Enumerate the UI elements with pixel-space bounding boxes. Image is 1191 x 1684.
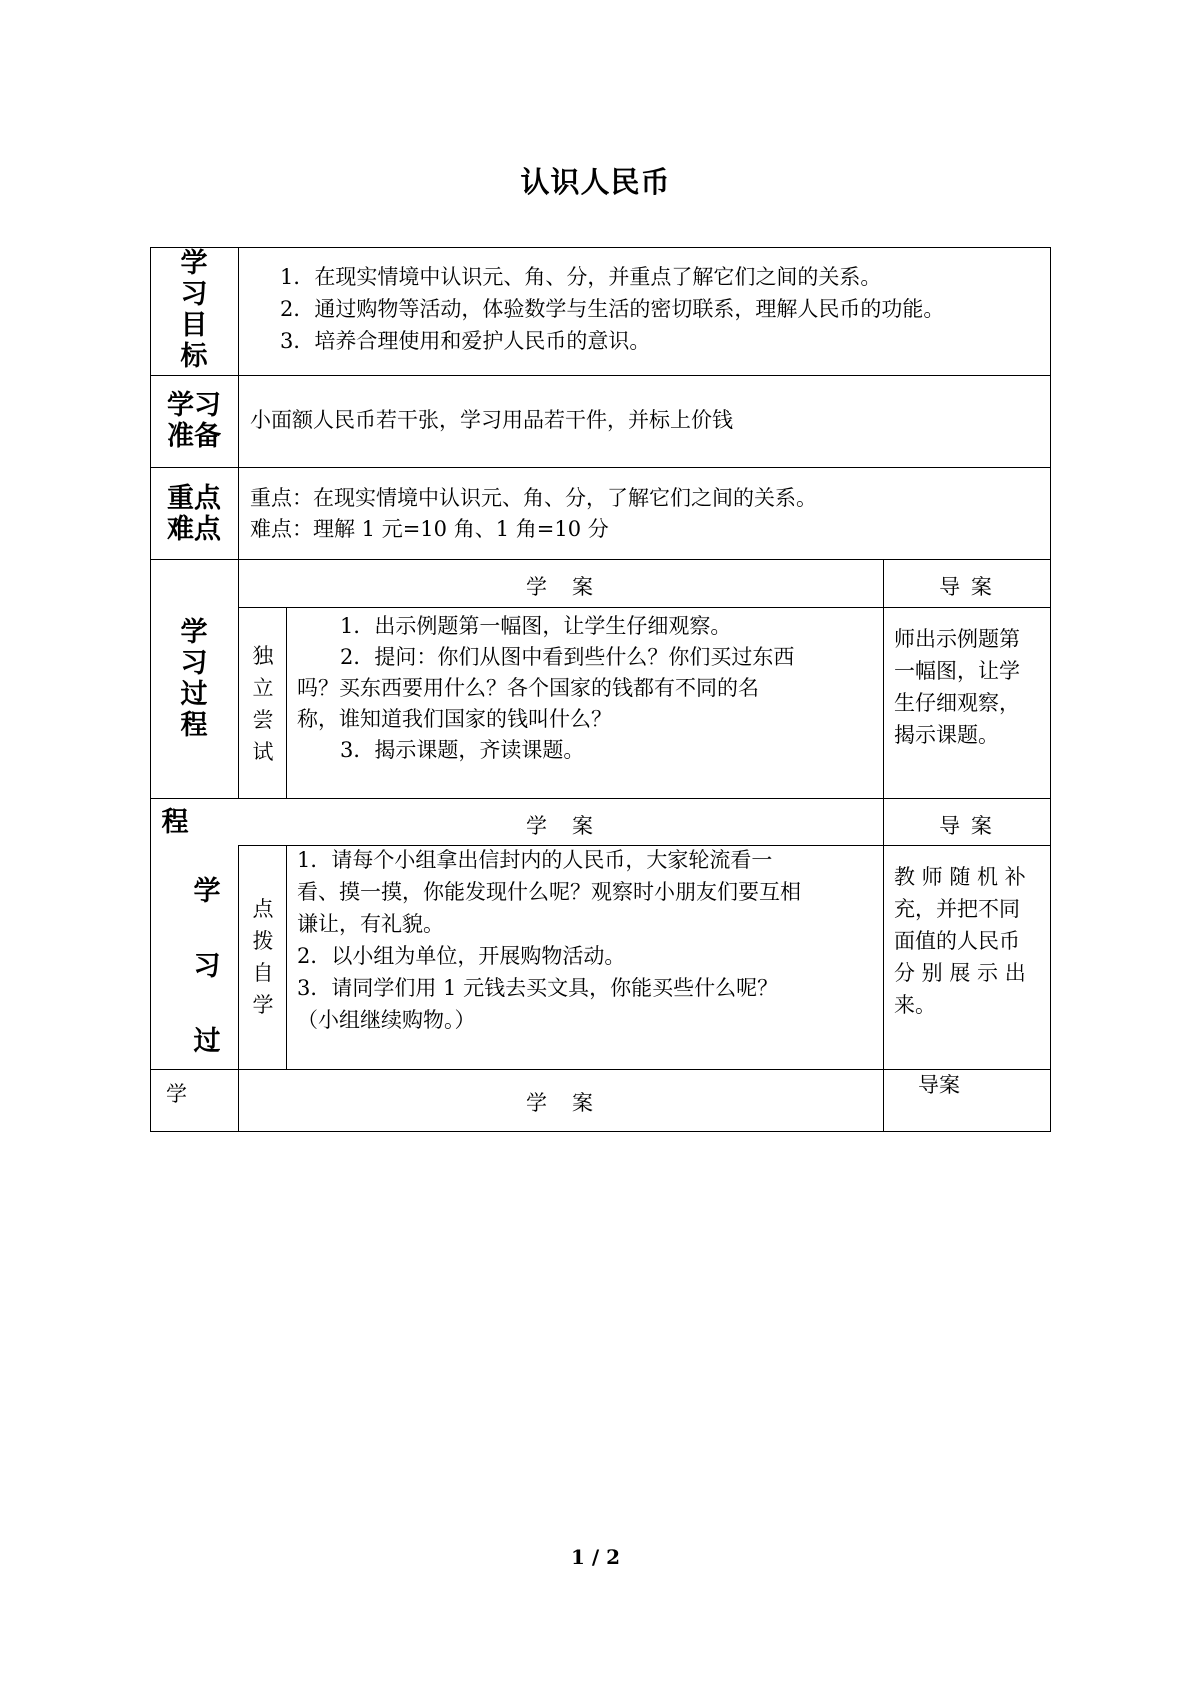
- guide2-line-1: 教 师 随 机 补: [894, 865, 1026, 889]
- process2-label-char-1: 学: [193, 876, 221, 907]
- process3-label: 学: [166, 1082, 187, 1106]
- goal-item-2: 2．通过购物等活动，体验数学与生活的密切联系，理解人民币的功能。: [280, 297, 945, 321]
- guide1-line-3: 生仔细观察，: [894, 691, 1020, 715]
- guide2-line-3: 面值的人民币: [894, 929, 1020, 953]
- keypoints-label: 重点难点: [167, 483, 221, 545]
- goal-item-3: 3．培养合理使用和爱护人民币的意识。: [280, 329, 651, 353]
- guide1-line-1: 师出示例题第: [894, 627, 1020, 651]
- process2-line-2: 看、摸一摸，你能发现什么呢？观察时小朋友们要互相: [297, 880, 801, 904]
- process2-label-top: 程: [161, 807, 189, 838]
- study-plan-header: 学 案: [526, 575, 595, 599]
- guide1-line-2: 一幅图，让学: [894, 659, 1020, 683]
- process1-line-3: 吗？买东西要用什么？各个国家的钱都有不同的名: [297, 676, 759, 700]
- page-number: 1 / 2: [570, 1545, 621, 1569]
- process2-line-4: 2．以小组为单位，开展购物活动。: [297, 944, 626, 968]
- guide2-line-5: 来。: [894, 993, 936, 1017]
- process2-line-1: 1．请每个小组拿出信封内的人民币，大家轮流看一: [297, 848, 773, 872]
- process2-label-char-2: 习: [193, 951, 221, 982]
- guide2-line-2: 充，并把不同: [894, 897, 1020, 921]
- guide-plan-header: 导 案: [939, 575, 994, 599]
- study-plan-header-2: 学 案: [526, 814, 595, 838]
- guide1-line-4: 揭示课题。: [894, 723, 999, 747]
- process-label: 学习过程: [180, 617, 208, 741]
- stage-independent-try: 独立尝试: [252, 644, 274, 764]
- process1-line-1: 1．出示例题第一幅图，让学生仔细观察。: [340, 614, 732, 638]
- preparation-text: 小面额人民币若干张，学习用品若干件，并标上价钱: [250, 408, 733, 432]
- guide2-line-4: 分 别 展 示 出: [894, 961, 1026, 985]
- process2-label-char-3: 过: [193, 1026, 221, 1057]
- process2-line-6: （小组继续购物。）: [297, 1008, 476, 1032]
- process1-line-5: 3．揭示课题，齐读课题。: [340, 738, 585, 762]
- guide-plan-header-3: 导案: [918, 1073, 960, 1097]
- preparation-label: 学习准备: [167, 390, 221, 452]
- key-point: 重点：在现实情境中认识元、角、分，了解它们之间的关系。: [250, 486, 817, 510]
- goal-item-1: 1．在现实情境中认识元、角、分，并重点了解它们之间的关系。: [280, 265, 882, 289]
- page-title: 认识人民币: [520, 165, 671, 199]
- process1-line-2: 2．提问：你们从图中看到些什么？你们买过东西: [340, 645, 795, 669]
- stage-guided-self-study: 点拨自学: [252, 897, 274, 1017]
- process2-line-5: 3．请同学们用 1 元钱去买文具，你能买些什么呢？: [297, 976, 779, 1000]
- process1-line-4: 称，谁知道我们国家的钱叫什么？: [297, 707, 612, 731]
- goals-label: 学习目标: [180, 248, 208, 372]
- study-plan-header-3: 学 案: [526, 1091, 595, 1115]
- process2-line-3: 谦让，有礼貌。: [297, 912, 444, 936]
- difficult-point: 难点：理解 1 元=10 角、1 角=10 分: [250, 517, 609, 541]
- guide-plan-header-2: 导 案: [939, 814, 994, 838]
